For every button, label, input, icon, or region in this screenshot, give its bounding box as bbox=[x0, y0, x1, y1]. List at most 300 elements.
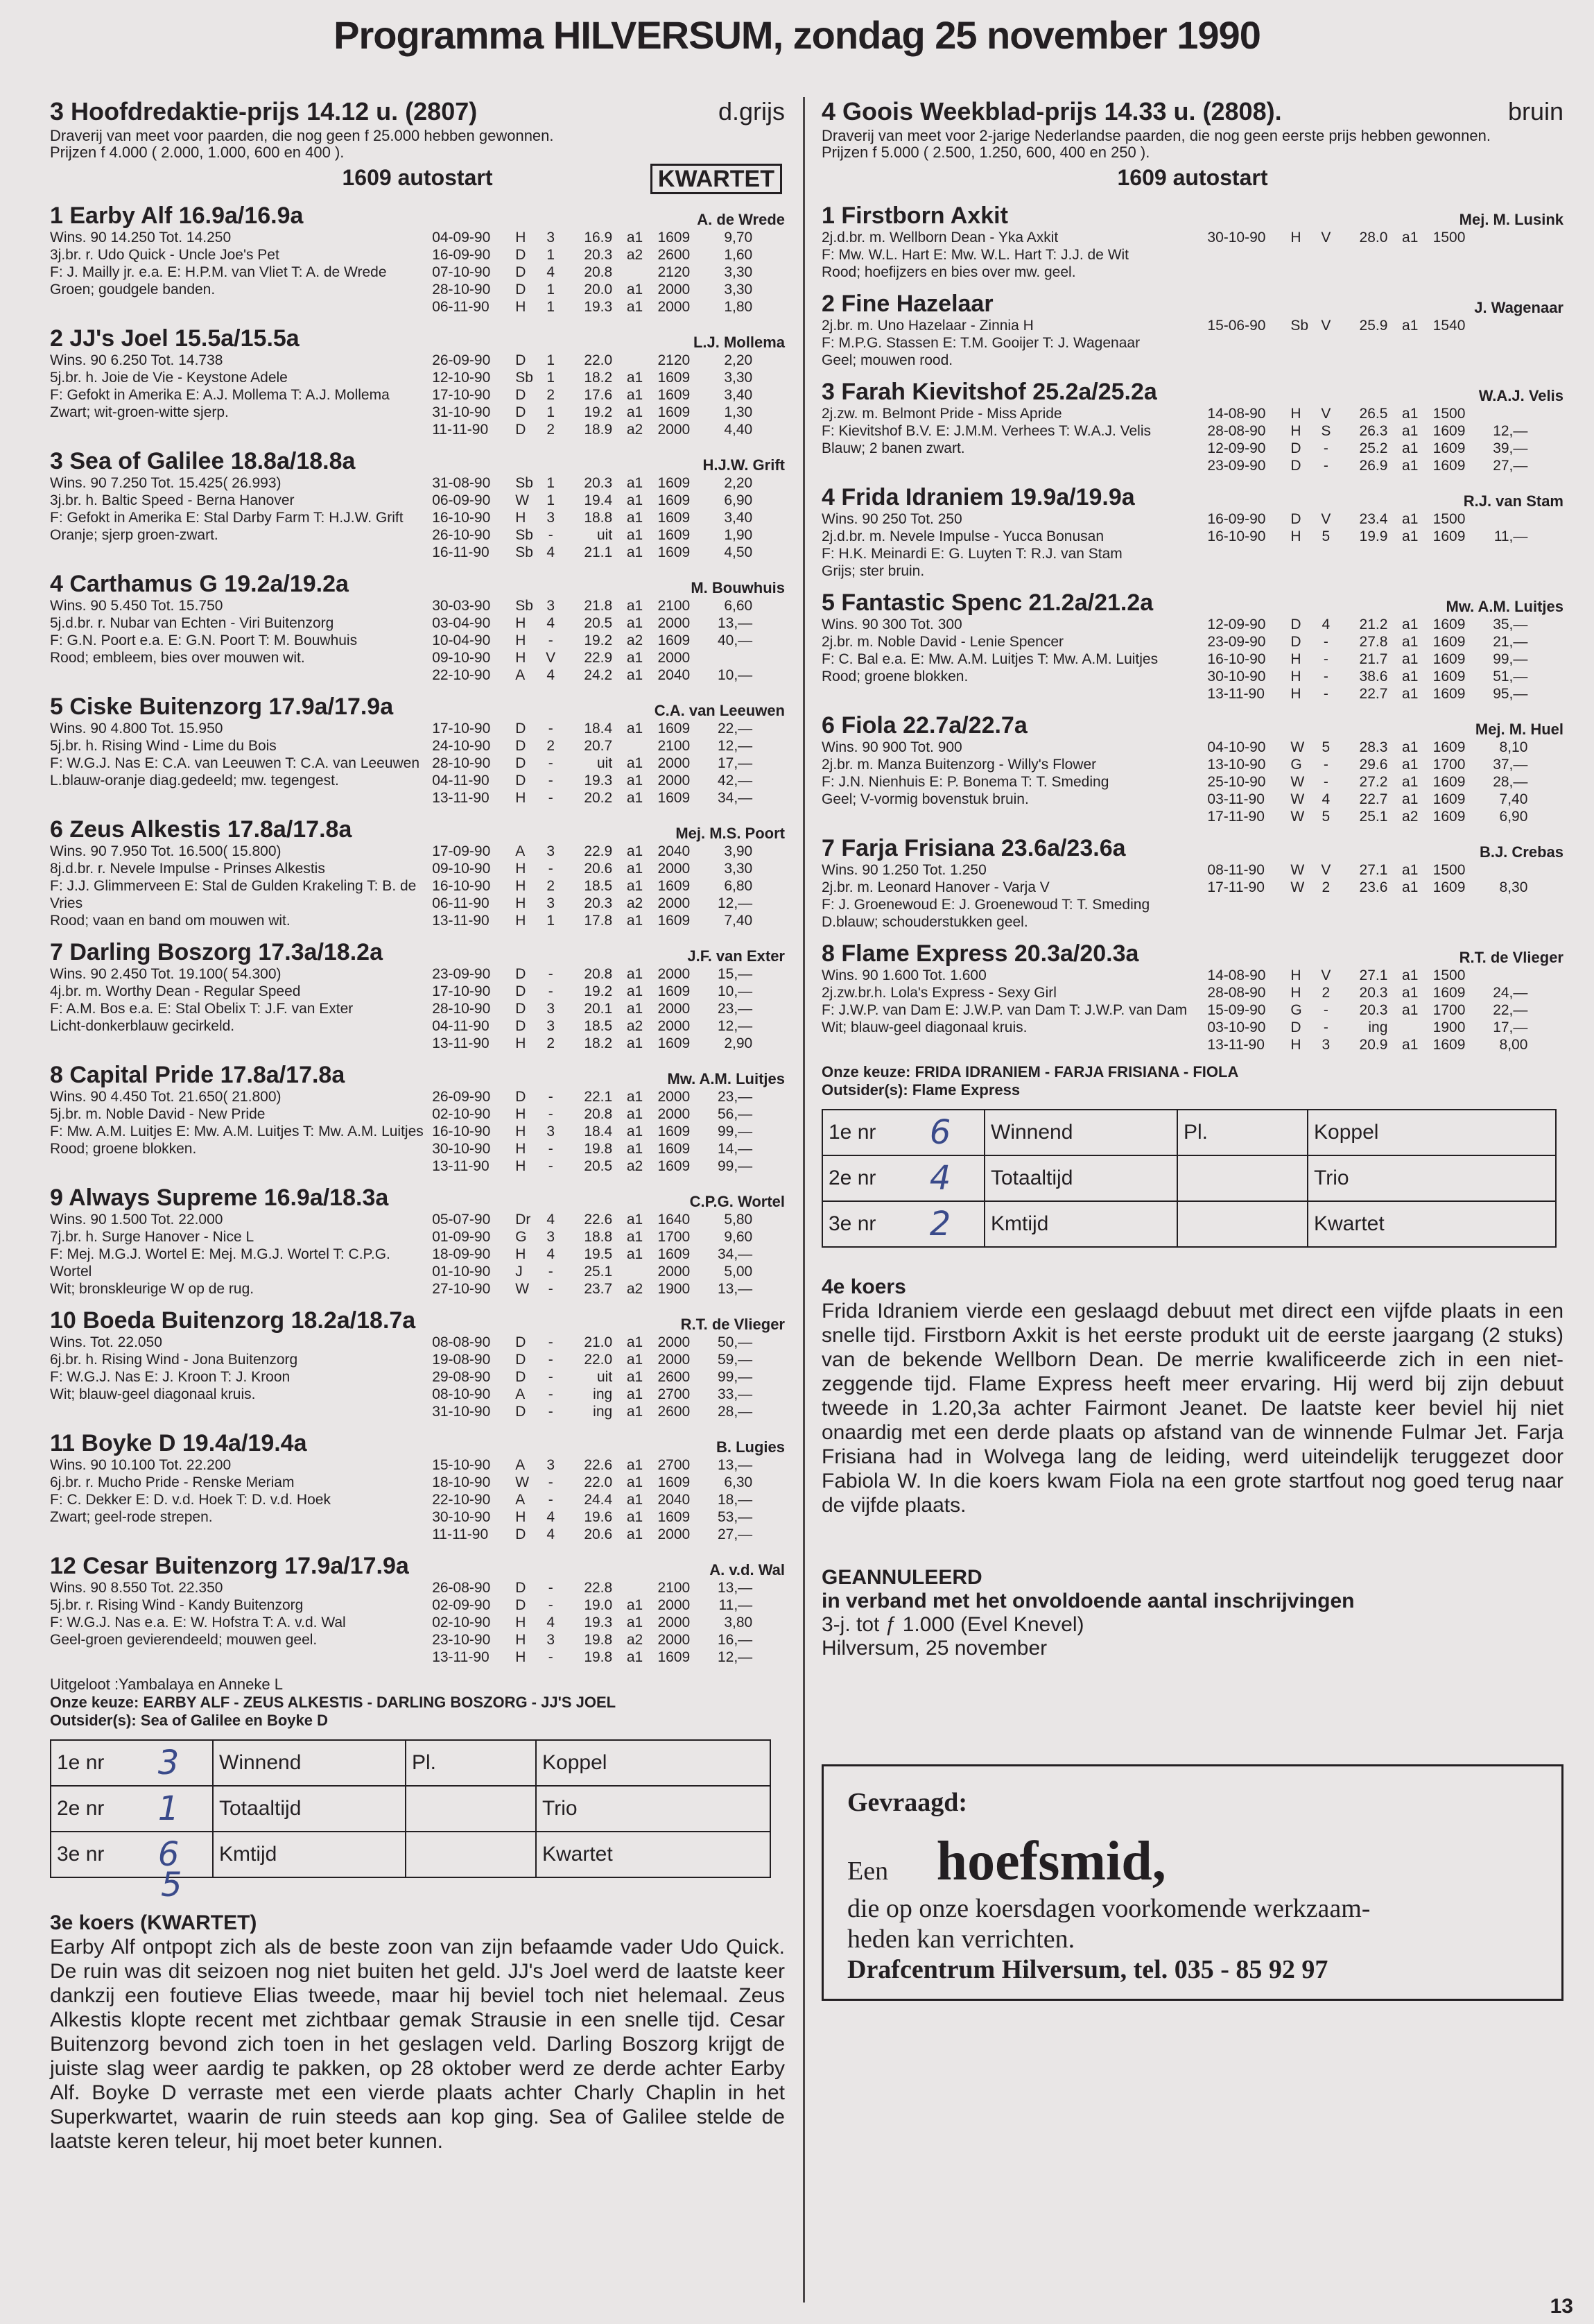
result-cell: 25.1 bbox=[584, 1264, 613, 1280]
bet-type: Kmtijd bbox=[213, 1832, 406, 1877]
horse-info bbox=[50, 1579, 432, 1666]
result-cell: 20.0 bbox=[584, 282, 613, 298]
horse-info bbox=[50, 1211, 432, 1298]
result-cell: 1609 bbox=[1432, 458, 1466, 474]
result-cell: a1 bbox=[626, 966, 643, 982]
result-cell: 18.2 bbox=[584, 1035, 613, 1051]
result-cell: a1 bbox=[626, 1369, 643, 1385]
result-cell: 18.8 bbox=[584, 510, 613, 526]
result-cell: 5 bbox=[1322, 739, 1331, 755]
result-cell: - bbox=[1323, 774, 1328, 790]
result-cell: a2 bbox=[626, 895, 643, 911]
result-cell: - bbox=[1323, 1019, 1328, 1035]
result-cell: 1 bbox=[546, 404, 555, 420]
horse-info-line: 2j.d.br. m. Nevele Impulse - Yucca Bonusan bbox=[822, 528, 1104, 544]
result-cell: ing bbox=[593, 1404, 613, 1420]
race-3-header bbox=[50, 97, 785, 126]
result-cell: 27,— bbox=[1493, 458, 1528, 474]
bet-row bbox=[822, 1155, 1556, 1201]
bet-place bbox=[406, 1786, 536, 1832]
result-cell: D bbox=[515, 352, 526, 368]
result-cell: Sb bbox=[515, 598, 533, 614]
result-cell: 4 bbox=[546, 667, 555, 683]
result-cell: 1609 bbox=[1432, 686, 1466, 702]
horse-trainer: R.T. de Vlieger bbox=[1459, 949, 1563, 966]
horse-info-line: F: Gefokt in Amerika E: A.J. Mollema T: A.J. Mollema bbox=[50, 387, 390, 403]
horse-info-line: F: G.N. Poort e.a. E: G.N. Poort T: M. Bouwhuis bbox=[50, 632, 358, 648]
result-cell: a1 bbox=[1402, 879, 1419, 895]
result-cell: 8,30 bbox=[1499, 879, 1528, 895]
result-cell: A bbox=[515, 1457, 526, 1473]
bet-position: 1e nr bbox=[51, 1740, 125, 1786]
horse-info-line: D.blauw; schouderstukken geel. bbox=[822, 914, 1028, 930]
result-cell: 27.1 bbox=[1359, 967, 1388, 983]
result-cell: 3,40 bbox=[724, 510, 753, 526]
result-cell: - bbox=[548, 1492, 553, 1508]
result-cell: 04-11-90 bbox=[432, 1018, 490, 1034]
result-cell: 19.4 bbox=[584, 492, 613, 508]
horse-info-line: F: Mej. M.G.J. Wortel E: Mej. M.G.J. Wortel T: C.P.G. Wortel bbox=[50, 1246, 390, 1280]
cancelled-reason: in verband met het onvoldoende aantal inschrijvingen bbox=[822, 1590, 1355, 1612]
result-row bbox=[432, 1334, 785, 1351]
horse-info-line: F: H.K. Meinardi E: G. Luyten T: R.J. van Stam bbox=[822, 546, 1123, 562]
horse-info bbox=[50, 720, 432, 807]
result-row bbox=[432, 474, 785, 492]
result-cell: H bbox=[515, 299, 526, 315]
result-cell: 1609 bbox=[657, 492, 691, 508]
result-cell: 3 bbox=[546, 1457, 555, 1473]
result-row bbox=[1207, 229, 1563, 246]
result-cell: 2000 bbox=[657, 615, 691, 631]
horse-name-row bbox=[50, 1307, 785, 1334]
horse-info bbox=[822, 317, 1207, 369]
result-cell: a2 bbox=[626, 247, 643, 263]
race-4-bet-form bbox=[822, 1109, 1557, 1248]
result-cell: 2600 bbox=[657, 1404, 691, 1420]
result-cell: H bbox=[1290, 1037, 1301, 1053]
horse-info bbox=[822, 229, 1207, 281]
ad-line-1: die op onze koersdagen voorkomende werkzaam- bbox=[847, 1894, 1371, 1923]
result-cell: 12,— bbox=[717, 738, 753, 754]
horse-trainer: Mej. M. Lusink bbox=[1459, 211, 1563, 228]
cancelled-race: 3-j. tot ƒ 1.000 (Evel Knevel) bbox=[822, 1613, 1084, 1636]
result-cell: a1 bbox=[626, 1615, 643, 1630]
condition-line: Draverij van meet voor 2-jarige Nederlandse paarden, die nog geen eerste prijs hebben gewonnen. bbox=[822, 127, 1491, 144]
result-cell: 11-11-90 bbox=[432, 1526, 489, 1542]
horse-entry bbox=[822, 712, 1563, 825]
result-cell: 13-11-90 bbox=[1207, 1037, 1265, 1053]
result-cell: 19-08-90 bbox=[432, 1352, 491, 1368]
horse-info-line: 2j.br. m. Manza Buitenzorg - Willy's Flower bbox=[822, 757, 1097, 773]
result-cell: 1500 bbox=[1432, 406, 1466, 422]
result-cell: 20.5 bbox=[584, 1158, 613, 1174]
horse-info bbox=[822, 510, 1207, 580]
result-cell: 6,90 bbox=[724, 492, 753, 508]
result-cell: 28-10-90 bbox=[432, 755, 491, 771]
result-cell: 13-10-90 bbox=[1207, 757, 1266, 773]
horse-trainer: C.P.G. Wortel bbox=[689, 1193, 785, 1210]
result-cell: H bbox=[1290, 967, 1301, 983]
result-cell: Sb bbox=[515, 544, 533, 560]
result-cell: 1700 bbox=[1432, 757, 1466, 773]
result-cell: 19.2 bbox=[584, 983, 613, 999]
result-cell: 27.2 bbox=[1359, 774, 1388, 790]
result-cell: 20.2 bbox=[584, 790, 613, 806]
result-cell: 2000 bbox=[657, 299, 691, 315]
horse-trainer: R.J. van Stam bbox=[1463, 492, 1563, 510]
horse-info-line: Wins. 90 1.500 Tot. 22.000 bbox=[50, 1212, 223, 1228]
horse-name-row bbox=[822, 940, 1563, 967]
result-cell: 3 bbox=[546, 598, 555, 614]
result-cell: D bbox=[515, 966, 526, 982]
result-cell: 2700 bbox=[657, 1386, 691, 1402]
result-row bbox=[432, 614, 785, 632]
result-cell: 16-09-90 bbox=[1207, 511, 1266, 527]
horse-info-line: Grijs; ster bruin. bbox=[822, 563, 925, 579]
result-row bbox=[432, 1105, 785, 1123]
result-cell: D bbox=[1290, 1019, 1301, 1035]
result-cell: 1609 bbox=[657, 527, 691, 543]
result-cell: 2000 bbox=[657, 1001, 691, 1017]
result-row bbox=[1207, 1019, 1563, 1036]
result-row bbox=[1207, 422, 1563, 440]
horse-info-line: Wins. 90 5.450 Tot. 15.750 bbox=[50, 598, 223, 614]
horse-name: 1 Firstborn Axkit bbox=[822, 203, 1008, 229]
result-row bbox=[432, 895, 785, 912]
result-cell: W bbox=[1290, 791, 1305, 807]
result-cell: 27,— bbox=[717, 1526, 753, 1542]
result-cell bbox=[612, 1263, 643, 1280]
result-cell: 20.3 bbox=[1359, 1002, 1388, 1018]
result-cell: 2120 bbox=[657, 264, 691, 280]
result-cell: 4 bbox=[546, 544, 555, 560]
result-cell: 30-10-90 bbox=[432, 1509, 491, 1525]
result-cell: 3 bbox=[1322, 1037, 1331, 1053]
result-cell: 1609 bbox=[657, 1474, 691, 1490]
race-4-notes bbox=[822, 1063, 1563, 1099]
result-cell: 2000 bbox=[657, 1632, 691, 1648]
horse-info-line: F: J.J. Glimmerveen E: Stal de Gulden Krakeling T: B. de Vries bbox=[50, 878, 417, 911]
result-cell: 1900 bbox=[657, 1281, 691, 1297]
result-cell: 3 bbox=[546, 1018, 555, 1034]
result-cell bbox=[1465, 967, 1527, 984]
result-cell: 04-09-90 bbox=[432, 230, 491, 246]
cancelled-title: GEANNULEERD bbox=[822, 1566, 982, 1589]
result-cell: 50,— bbox=[717, 1334, 753, 1350]
result-row bbox=[432, 1403, 785, 1420]
result-cell: 1609 bbox=[657, 632, 691, 648]
horse-info-line: Licht-donkerblauw gecirkeld. bbox=[50, 1018, 235, 1034]
result-cell: A bbox=[515, 667, 526, 683]
horse-name: 7 Darling Boszorg 17.3a/18.2a bbox=[50, 939, 383, 965]
result-cell: 1640 bbox=[657, 1212, 691, 1228]
horse-info-line: F: A.M. Bos e.a. E: Stal Obelix T: J.F. van Exter bbox=[50, 1001, 354, 1017]
result-cell: 1609 bbox=[657, 1509, 691, 1525]
result-cell: 16,— bbox=[717, 1632, 753, 1648]
result-cell: 1 bbox=[546, 299, 555, 315]
result-cell: 99,— bbox=[717, 1158, 753, 1174]
horse-trainer: C.A. van Leeuwen bbox=[654, 702, 785, 719]
result-cell: 2000 bbox=[657, 966, 691, 982]
result-cell: 19.9 bbox=[1359, 528, 1388, 544]
condition-line: Prijzen f 4.000 ( 2.000, 1.000, 600 en 400 ). bbox=[50, 144, 345, 161]
horse-info-line: Wins. 90 250 Tot. 250 bbox=[822, 511, 962, 527]
horse-entry bbox=[822, 484, 1563, 580]
result-cell: 22.9 bbox=[584, 650, 613, 666]
bet-position: 1e nr bbox=[822, 1110, 896, 1155]
result-row bbox=[1207, 633, 1563, 651]
result-cell: 1500 bbox=[1432, 511, 1466, 527]
ad-hoefsmid: hoefsmid, bbox=[936, 1831, 1166, 1892]
result-cell: 03-11-90 bbox=[1207, 791, 1265, 807]
result-cell: a1 bbox=[626, 755, 643, 771]
result-cell: a1 bbox=[626, 913, 643, 929]
result-cell: D bbox=[515, 773, 526, 789]
result-cell: 17-11-90 bbox=[1207, 809, 1265, 825]
bet-place bbox=[1177, 1155, 1308, 1201]
result-cell: a1 bbox=[626, 1352, 643, 1368]
result-cell: a1 bbox=[626, 510, 643, 526]
race-3-commentary-title: 3e koers (KWARTET) bbox=[50, 1911, 257, 1934]
result-cell bbox=[612, 264, 643, 281]
result-cell: G bbox=[1290, 757, 1302, 773]
result-row bbox=[432, 737, 785, 755]
bet-row bbox=[51, 1740, 770, 1786]
result-cell: 20.9 bbox=[1359, 1037, 1388, 1053]
result-cell: 3,90 bbox=[724, 843, 753, 859]
result-cell: - bbox=[1323, 669, 1328, 685]
horse-info bbox=[822, 967, 1207, 1053]
result-cell: 99,— bbox=[1493, 651, 1528, 667]
race-4-commentary-title: 4e koers bbox=[822, 1275, 906, 1298]
column-divider bbox=[803, 97, 805, 2303]
horse-info-line: Rood; vaan en band om mouwen wit. bbox=[50, 913, 291, 929]
result-cell: a1 bbox=[1402, 458, 1419, 474]
horse-name-row bbox=[822, 379, 1563, 405]
result-cell: 3,30 bbox=[724, 861, 753, 877]
horse-entry bbox=[822, 835, 1563, 931]
result-cell: A bbox=[515, 1492, 526, 1508]
result-cell: 2 bbox=[546, 387, 555, 403]
result-cell: 15-06-90 bbox=[1207, 318, 1266, 334]
result-row bbox=[1207, 457, 1563, 474]
result-cell: 1609 bbox=[1432, 809, 1466, 825]
horse-results bbox=[432, 720, 785, 807]
result-cell: - bbox=[548, 790, 553, 806]
result-cell: 06-11-90 bbox=[432, 895, 490, 911]
horse-info-line: Wins. 90 1.250 Tot. 1.250 bbox=[822, 862, 987, 878]
horse-info-line: 2j.br. m. Noble David - Lenie Spencer bbox=[822, 634, 1064, 650]
result-cell bbox=[1387, 1019, 1418, 1036]
horse-name-row bbox=[50, 571, 785, 597]
result-cell: 06-11-90 bbox=[432, 299, 490, 315]
result-row bbox=[432, 983, 785, 1000]
result-cell: 24-10-90 bbox=[432, 738, 491, 754]
result-cell: 16-09-90 bbox=[432, 247, 491, 263]
result-cell: 34,— bbox=[717, 790, 753, 806]
result-cell: 2000 bbox=[657, 861, 691, 877]
result-cell: 4 bbox=[1322, 791, 1331, 807]
result-cell: a1 bbox=[1402, 739, 1419, 755]
horse-info-line: F: Gefokt in Amerika E: Stal Darby Farm T: H.J.W. Grift bbox=[50, 510, 404, 526]
horse-name: 5 Ciske Buitenzorg 17.9a/17.9a bbox=[50, 694, 394, 720]
result-row bbox=[432, 1596, 785, 1614]
result-cell: 19.0 bbox=[584, 1597, 613, 1613]
horse-entry bbox=[50, 1553, 785, 1666]
result-row bbox=[432, 843, 785, 860]
bet-place: Pl. bbox=[406, 1740, 536, 1786]
horse-trainer: H.J.W. Grift bbox=[702, 456, 785, 474]
outsiders: Outsider(s): Flame Express bbox=[822, 1081, 1021, 1099]
result-cell: 28-08-90 bbox=[1207, 423, 1266, 439]
horse-name: 7 Farja Frisiana 23.6a/23.6a bbox=[822, 835, 1126, 861]
result-cell: 1609 bbox=[1432, 440, 1466, 456]
result-cell: 1900 bbox=[1432, 1019, 1466, 1035]
result-cell: 14-08-90 bbox=[1207, 406, 1266, 422]
result-cell: 8,10 bbox=[1499, 739, 1528, 755]
result-cell: 4 bbox=[546, 1526, 555, 1542]
result-cell: 21,— bbox=[1493, 634, 1528, 650]
result-cell: 1540 bbox=[1432, 318, 1466, 334]
result-cell: a1 bbox=[1402, 230, 1419, 246]
result-cell: 1609 bbox=[657, 721, 691, 737]
horse-name: 3 Farah Kievitshof 25.2a/25.2a bbox=[822, 379, 1157, 405]
horse-entry bbox=[822, 291, 1563, 369]
bet-combination: Kwartet bbox=[536, 1832, 770, 1877]
result-cell: G bbox=[515, 1229, 527, 1245]
result-cell: 1609 bbox=[657, 404, 691, 420]
result-cell: 2000 bbox=[657, 755, 691, 771]
result-cell: 1609 bbox=[657, 1124, 691, 1139]
result-cell: - bbox=[1323, 651, 1328, 667]
result-cell: V bbox=[1321, 318, 1331, 334]
horse-info-line: Rood; hoefijzers en bies over mw. geel. bbox=[822, 264, 1076, 280]
result-cell: 4 bbox=[546, 1509, 555, 1525]
result-cell: - bbox=[1323, 757, 1328, 773]
result-cell: a1 bbox=[626, 1334, 643, 1350]
horse-info bbox=[50, 1088, 432, 1175]
result-cell: A bbox=[515, 1386, 526, 1402]
result-cell: 23-09-90 bbox=[432, 966, 491, 982]
race-3-column bbox=[50, 97, 785, 2153]
result-cell: 24.2 bbox=[584, 667, 613, 683]
result-cell: a1 bbox=[626, 370, 643, 386]
result-cell: 12,— bbox=[717, 895, 753, 911]
result-cell: - bbox=[548, 1281, 553, 1297]
result-cell: H bbox=[515, 510, 526, 526]
result-cell: 18,— bbox=[717, 1492, 753, 1508]
race-4-conditions bbox=[822, 128, 1563, 161]
bet-combination: Koppel bbox=[1308, 1110, 1556, 1155]
result-row bbox=[1207, 668, 1563, 685]
result-cell: 1 bbox=[546, 492, 555, 508]
result-cell: a1 bbox=[626, 1106, 643, 1122]
result-cell: 22-10-90 bbox=[432, 1492, 491, 1508]
bet-position: 2e nr bbox=[822, 1155, 896, 1201]
result-cell: a1 bbox=[1402, 791, 1419, 807]
race-3-title: 3 Hoofdredaktie-prijs 14.12 u. (2807) bbox=[50, 97, 478, 126]
result-cell: D bbox=[515, 983, 526, 999]
race-4-start: 1609 autostart bbox=[1117, 165, 1268, 190]
horse-info-line: Groen; goudgele banden. bbox=[50, 282, 216, 298]
result-cell: a1 bbox=[1402, 406, 1419, 422]
result-cell: 2000 bbox=[657, 1264, 691, 1280]
race-3-commentary: Earby Alf ontpopt zich als de beste zoon van zijn befaamde vader Udo Quick. De ruin was dit seizoen nog niet buiten het geld. JJ's Joel werd de laatste keer dankzij een foutieve Elias tweede, maar hij beviel toch niet helemaal. Zeus Alkestis klopte recent met zichtbaar gemak Strausie in een snelle tijd. Cesar Buitenzorg bevond zich toen in het geslagen veld. Darling Boszorg krijgt de juiste slag weer aardig te pakken, op 28 oktober werd ze derde achter Earby Alf. Boyke D verraste met een vierde plaats achter Charly Chaplin in het Superkwartet, waarin de ruin steeds aan kop ging. Sea of Galilee stelde de laatste keren teleur, hij moet beter kunnen. bbox=[50, 1936, 785, 2153]
result-cell: 1500 bbox=[1432, 862, 1466, 878]
result-cell: V bbox=[1321, 230, 1331, 246]
result-cell: a1 bbox=[626, 1246, 643, 1262]
horse-info-line: L.blauw-oranje diag.gedeeld; mw. tegengest. bbox=[50, 773, 339, 789]
result-cell: 3,80 bbox=[724, 1615, 753, 1630]
result-cell: 29-08-90 bbox=[432, 1369, 491, 1385]
handwritten-number: 3 bbox=[125, 1740, 213, 1786]
horse-info-line: 8j.d.br. r. Nevele Impulse - Prinses Alkestis bbox=[50, 861, 325, 877]
result-cell: 18.2 bbox=[584, 370, 613, 386]
result-cell: D bbox=[515, 282, 526, 298]
result-row bbox=[432, 1017, 785, 1035]
result-cell: a2 bbox=[626, 422, 643, 438]
horse-entry bbox=[50, 203, 785, 316]
result-cell: 15,— bbox=[717, 966, 753, 982]
result-cell: a1 bbox=[626, 387, 643, 403]
result-cell: 13-11-90 bbox=[432, 1649, 490, 1665]
result-row bbox=[1207, 879, 1563, 896]
result-cell: 22.0 bbox=[584, 1474, 613, 1490]
horse-info bbox=[822, 616, 1207, 703]
result-row bbox=[432, 1368, 785, 1386]
result-cell: - bbox=[548, 1404, 553, 1420]
uitgeloot: Uitgeloot :Yambalaya en Anneke L bbox=[50, 1676, 283, 1693]
outsiders: Outsider(s): Sea of Galilee en Boyke D bbox=[50, 1712, 329, 1729]
result-cell: 26-09-90 bbox=[432, 352, 491, 368]
result-cell: 1609 bbox=[1432, 651, 1466, 667]
result-row bbox=[1207, 756, 1563, 773]
horse-entry bbox=[50, 694, 785, 807]
result-cell: 1,30 bbox=[724, 404, 753, 420]
result-cell: a1 bbox=[626, 1089, 643, 1105]
result-cell: 17-09-90 bbox=[432, 843, 491, 859]
horse-info-line: Wit; blauw-geel diagonaal kruis. bbox=[822, 1019, 1028, 1035]
result-cell: 3,40 bbox=[724, 387, 753, 403]
result-cell: 05-07-90 bbox=[432, 1212, 491, 1228]
result-cell: 4 bbox=[546, 615, 555, 631]
result-cell: 16.9 bbox=[584, 230, 613, 246]
result-cell: 21.0 bbox=[584, 1334, 613, 1350]
result-cell: D bbox=[515, 738, 526, 754]
result-cell bbox=[1465, 861, 1527, 879]
result-cell: 20.6 bbox=[584, 861, 613, 877]
result-row bbox=[432, 860, 785, 877]
horse-trainer: R.T. de Vlieger bbox=[680, 1316, 785, 1333]
result-cell: 1609 bbox=[1432, 1037, 1466, 1053]
result-cell bbox=[612, 352, 643, 369]
result-cell: 14,— bbox=[717, 1141, 753, 1157]
horse-info-line: 2j.d.br. m. Wellborn Dean - Yka Axkit bbox=[822, 230, 1059, 246]
result-cell: 5 bbox=[1322, 528, 1331, 544]
result-cell: 3 bbox=[546, 1632, 555, 1648]
race-3-color: d.grijs bbox=[718, 97, 785, 126]
result-cell: 18.8 bbox=[584, 1229, 613, 1245]
horse-info-line: 2j.br. m. Uno Hazelaar - Zinnia H bbox=[822, 318, 1034, 334]
result-cell: D bbox=[1290, 617, 1301, 632]
result-cell: - bbox=[548, 1386, 553, 1402]
result-cell: a1 bbox=[626, 1141, 643, 1157]
result-cell: 2000 bbox=[657, 1334, 691, 1350]
result-cell: 30-10-90 bbox=[432, 1141, 491, 1157]
our-choice: Onze keuze: EARBY ALF - ZEUS ALKESTIS - DARLING BOSZORG - JJ'S JOEL bbox=[50, 1694, 616, 1711]
result-cell: 2000 bbox=[657, 1089, 691, 1105]
result-cell: 20.1 bbox=[584, 1001, 613, 1017]
